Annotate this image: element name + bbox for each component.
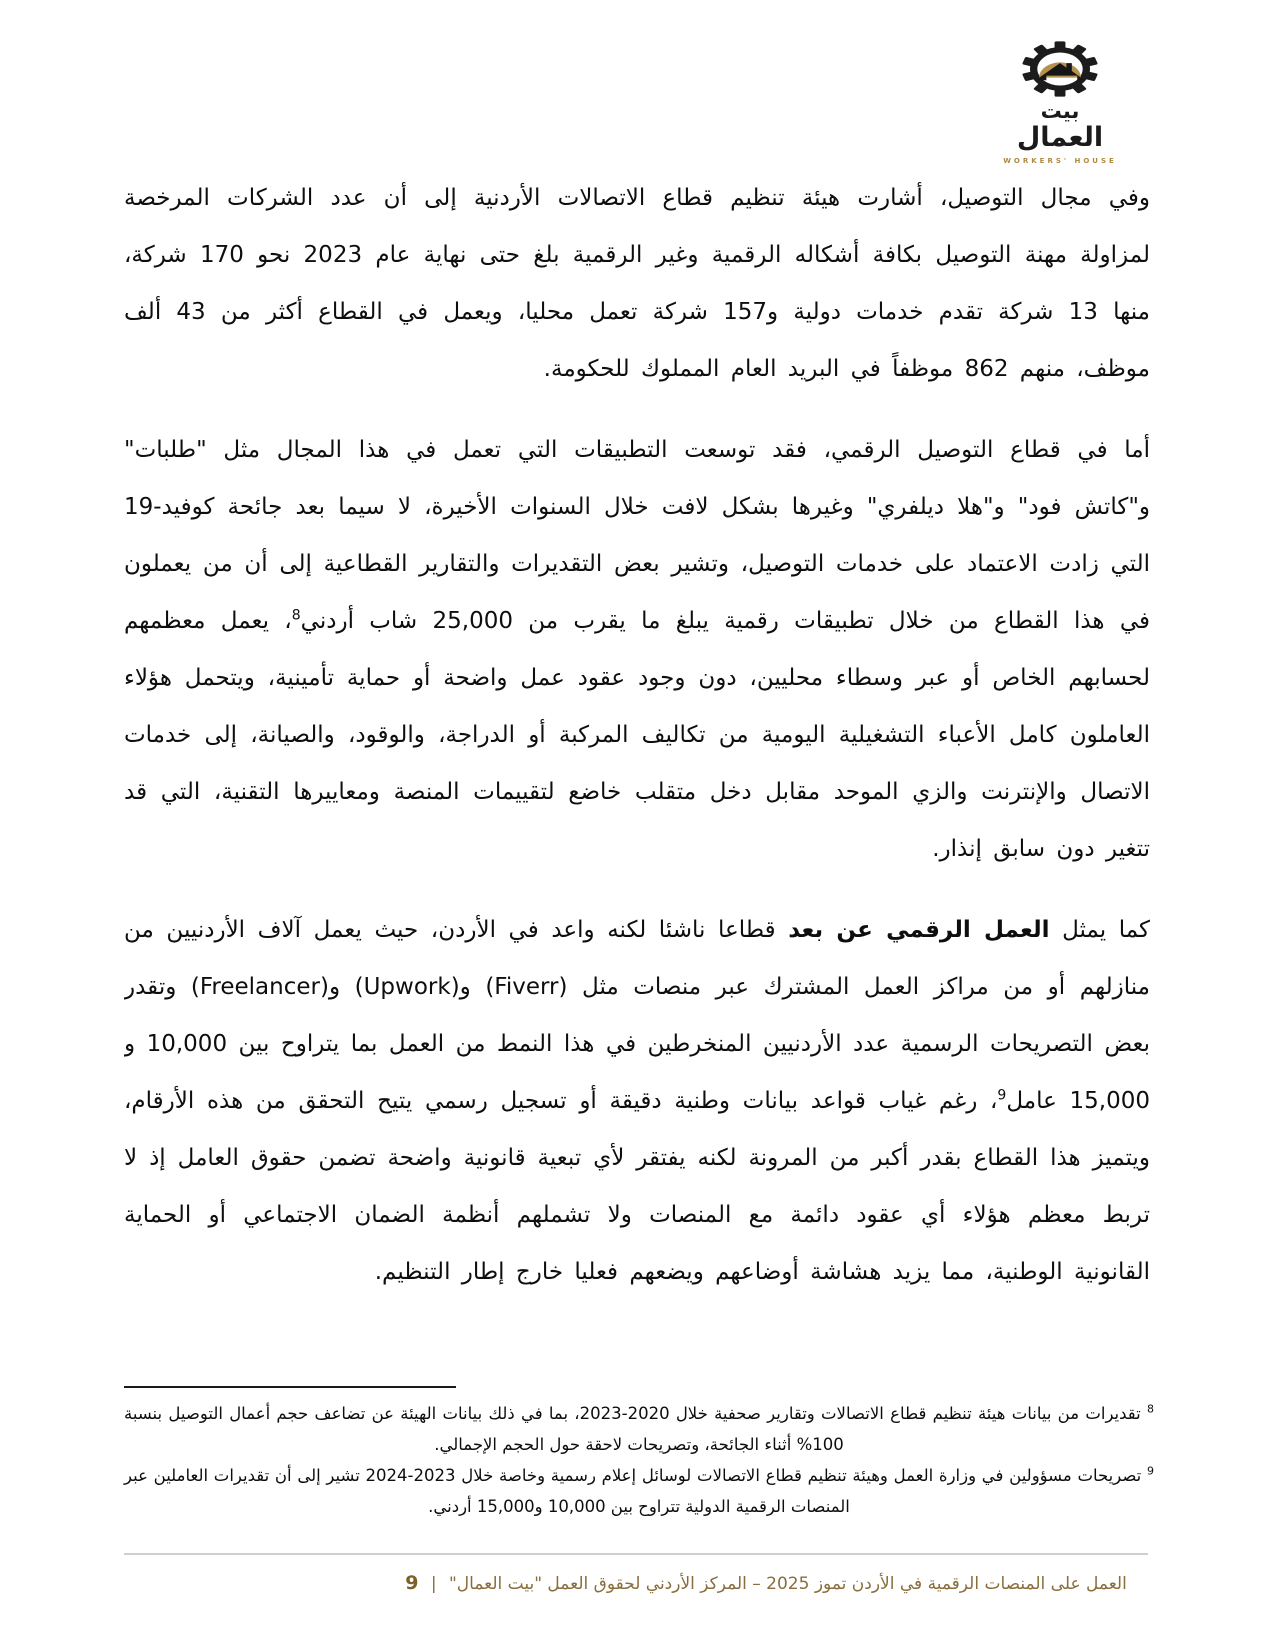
paragraph-text: أما في قطاع التوصيل الرقمي، فقد توسعت التطبيقات التي تعمل في هذا المجال مثل "طلبات" و"كاتش فود" و"هلا ديلفري" وغيرها بشكل لافت خلال السنوات الأخيرة، لا سيما بعد جائحة كوفيد-19 التي زادت الاعتماد على خدمات التوصيل، وتشير بعض التقديرات والتقارير القطاعية إلى أن من يعملون في هذا القطاع من خلال تطبيقات رقمية يبلغ ما يقرب من 25,000 شاب أردني	[124, 437, 1150, 634]
footer-separator	[124, 1553, 1148, 1555]
logo-subtitle-arabic: العمال	[1016, 122, 1104, 153]
footnote-item-8	[124, 1398, 1154, 1460]
paragraph-text: ، يعمل معظمهم لحسابهم الخاص أو عبر وسطاء محليين، دون وجود عقود عمل واضحة أو حماية تأمينية، ويتحمل هؤلاء العاملون كامل الأعباء التشغيلية اليومية من تكاليف المركبة أو الدراجة، والوقود، والصيانة، إلى خدمات الاتصال والإنترنت والزي الموحد مقابل دخل متقلب خاضع لتقييمات المنصة ومعاييرها التقنية، التي قد تتغير دون سابق إنذار.	[124, 608, 1150, 862]
paragraph-text: وفي مجال التوصيل، أشارت هيئة تنظيم قطاع الاتصالات الأردنية إلى أن عدد الشركات المرخصة لمزاولة مهنة التوصيل بكافة أشكاله الرقمية وغير الرقمية بلغ حتى نهاية عام 2023 نحو 170 شركة، منها 13 شركة تقدم خدمات دولية و157 شركة تعمل محليا، ويعمل في القطاع أكثر من 43 ألف موظف، منهم 862 موظفاً في البريد العام المملوك للحكومة.	[124, 185, 1150, 382]
footnote-item-9	[124, 1460, 1154, 1522]
paragraph-delivery-sector	[124, 170, 1150, 398]
paragraph-text: قطاعا ناشئا لكنه واعد في الأردن، حيث يعمل آلاف الأردنيين من منازلهم أو من مراكز العمل المشترك عبر منصات مثل (Fiverr) و(Upwork) و(Freelancer) وتقدر بعض التصريحات الرسمية عدد الأردنيين المنخرطين في هذا النمط من العمل بما يتراوح بين 10,000 و 15,000 عامل	[124, 917, 1150, 1114]
paragraph-text: ، رغم غياب قواعد بيانات وطنية دقيقة أو تسجيل رسمي يتيح التحقق من هذه الأرقام، ويتميز هذا القطاع بقدر أكبر من المرونة لكنه يفتقر لأي تبعية قانونية واضحة تضمن حقوق العامل إذ لا تربط معظم هؤلاء أي عقود دائمة مع المنصات ولا تشملهم أنظمة الضمان الاجتماعي أو الحماية القانونية الوطنية، مما يزيد هشاشة أوضاعهم ويضعهم فعليا خارج إطار التنظيم.	[124, 1088, 1150, 1285]
paragraph-digital-delivery	[124, 422, 1150, 878]
body-content	[124, 170, 1150, 1380]
footnote-separator	[124, 1386, 456, 1388]
footnote-text: تصريحات مسؤولين في وزارة العمل وهيئة تنظيم قطاع الاتصالات لوسائل إعلام رسمية وخاصة خلال 2023-2024 تشير إلى أن تقديرات العاملين عبر المنصات الرقمية الدولية تتراوح بين 10,000 و15,000 أردني.	[124, 1466, 1142, 1516]
footnote-ref-8: 8	[291, 607, 301, 624]
footnote-text: تقديرات من بيانات هيئة تنظيم قطاع الاتصالات وتقارير صحفية خلال 2020-2023، بما في ذلك بيانات الهيئة عن تضاعف حجم أعمال التوصيل بنسبة 100% أثناء الجائحة، وتصريحات لاحقة حول الحجم الإجمالي.	[124, 1404, 1141, 1454]
footnote-marker: 8	[1147, 1402, 1154, 1416]
paragraph-text: كما يمثل	[1049, 917, 1150, 943]
footnote-ref-9: 9	[997, 1087, 1007, 1104]
page-footer	[124, 1566, 1148, 1601]
workers-house-logo	[1000, 40, 1120, 165]
paragraph-remote-digital-work	[124, 902, 1150, 1301]
footnote-marker: 9	[1147, 1464, 1154, 1478]
gear-house-logo-icon	[1020, 40, 1100, 98]
logo-title-arabic: بيت	[1040, 99, 1080, 123]
bold-phrase-remote-work: العمل الرقمي عن بعد	[788, 917, 1050, 943]
footer-report-title: العمل على المنصات الرقمية في الأردن تموز 2025 – المركز الأردني لحقوق العمل "بيت العمال"	[448, 1574, 1127, 1594]
logo-caption-english: WORKERS' HOUSE	[1003, 157, 1117, 165]
footnote-list	[124, 1398, 1154, 1522]
footer-page-number: 9	[405, 1572, 419, 1594]
footer-divider: |	[430, 1574, 437, 1594]
